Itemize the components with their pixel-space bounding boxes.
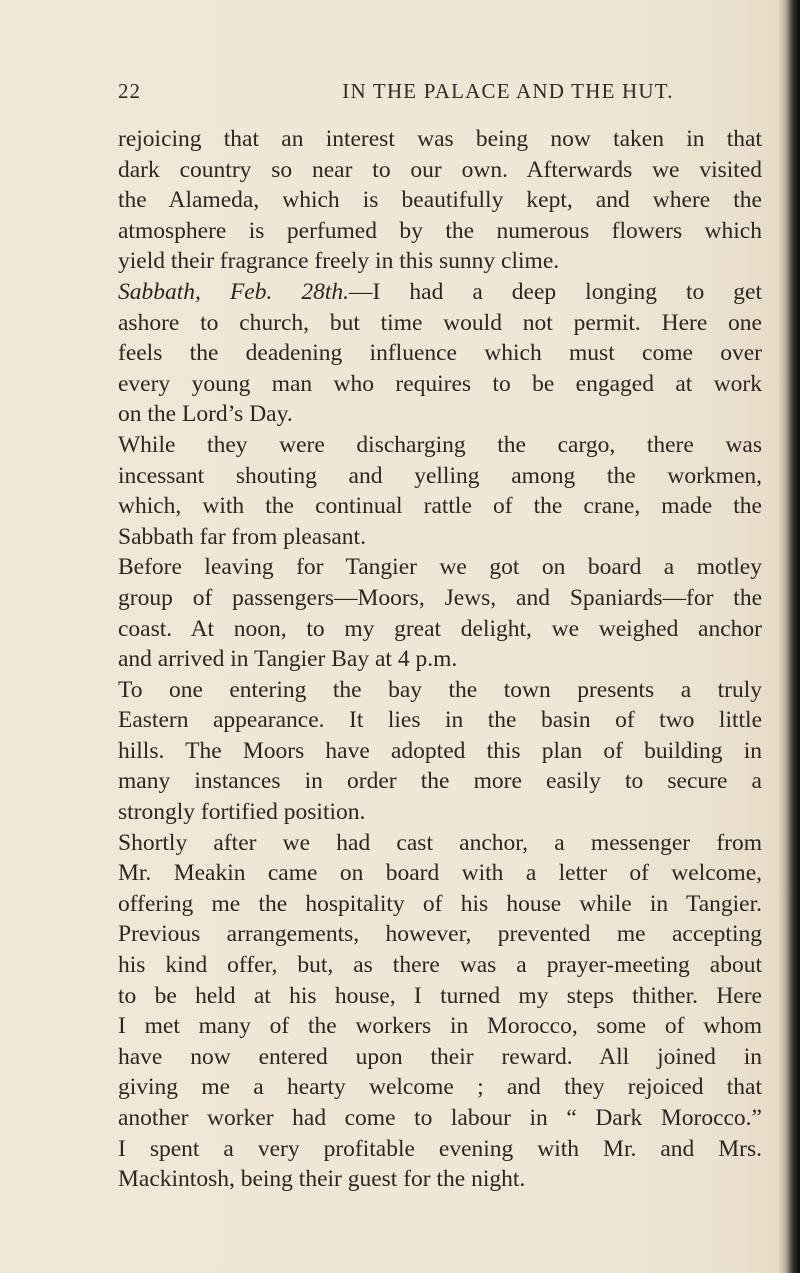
text-line: atmosphere is perfumed by the numerous flowers which bbox=[118, 217, 762, 244]
text-line: giving me a hearty welcome ; and they rejoiced that bbox=[118, 1074, 762, 1101]
text-line: strongly fortified position. bbox=[118, 799, 366, 826]
text-line: his kind offer, but, as there was a prayer-meeting about bbox=[118, 952, 762, 979]
dated-entry-line bbox=[118, 277, 762, 308]
running-title: IN THE PALACE AND THE HUT. bbox=[342, 79, 674, 103]
text-line: have now entered upon their reward. All joined in bbox=[118, 1043, 762, 1070]
entry-text: —I had a deep longing to get bbox=[349, 278, 763, 305]
text-line: the Alameda, which is beautifully kept, and where the bbox=[118, 187, 762, 214]
text-line: ashore to church, but time would not permit. Here one bbox=[118, 309, 762, 336]
text-line: Mackintosh, being their guest for the night. bbox=[118, 1166, 526, 1193]
entry-day: Sabbath, bbox=[118, 278, 201, 305]
text-line: another worker had come to labour in “ Dark Morocco.” bbox=[118, 1105, 762, 1131]
text-line: Before leaving for Tangier we got on board a motley bbox=[118, 554, 762, 581]
text-line: offering me the hospitality of his house while in Tangier. bbox=[118, 890, 762, 917]
text-line: dark country so near to our own. Afterwards we visited bbox=[118, 156, 762, 183]
text-line: rejoicing that an interest was being now taken in that bbox=[118, 126, 762, 152]
text-line: Shortly after we had cast anchor, a messenger from bbox=[118, 829, 762, 856]
page-number: 22 bbox=[118, 79, 141, 103]
text-line: on the Lord’s Day. bbox=[118, 401, 293, 428]
entry-month: Feb. bbox=[229, 278, 273, 305]
text-line: coast. At noon, to my great delight, we weighed anchor bbox=[118, 615, 762, 642]
page-edge-shadow bbox=[778, 0, 800, 1273]
text-line: I spent a very profitable evening with Mr. and Mrs. bbox=[118, 1135, 762, 1162]
entry-date: 28th. bbox=[301, 278, 350, 305]
text-line: feels the deadening influence which must come over bbox=[118, 340, 762, 367]
text-line: yield their fragrance freely in this sunny clime. bbox=[118, 248, 560, 275]
text-line: Previous arrangements, however, prevented me accepting bbox=[118, 921, 762, 948]
text-line: every young man who requires to be engaged at work bbox=[118, 370, 762, 397]
text-line: While they were discharging the cargo, there was bbox=[118, 431, 762, 458]
text-line: Eastern appearance. It lies in the basin of two little bbox=[118, 707, 762, 734]
text-line: which, with the continual rattle of the crane, made the bbox=[118, 493, 762, 520]
text-line: Mr. Meakin came on board with a letter of welcome, bbox=[118, 860, 762, 887]
text-line: many instances in order the more easily to secure a bbox=[118, 768, 762, 795]
text-line: to be held at his house, I turned my steps thither. Here bbox=[118, 982, 762, 1009]
text-line: and arrived in Tangier Bay at 4 p.m. bbox=[118, 646, 458, 673]
body-text bbox=[118, 124, 762, 1195]
text-line: incessant shouting and yelling among the workmen, bbox=[118, 462, 762, 489]
text-line: Sabbath far from pleasant. bbox=[118, 523, 366, 550]
text-line: hills. The Moors have adopted this plan of building in bbox=[118, 737, 762, 764]
text-line: To one entering the bay the town presents a truly bbox=[118, 676, 762, 703]
running-head bbox=[118, 79, 758, 109]
text-line: I met many of the workers in Morocco, some of whom bbox=[118, 1013, 762, 1040]
text-line: group of passengers—Moors, Jews, and Spaniards—for the bbox=[118, 584, 762, 611]
